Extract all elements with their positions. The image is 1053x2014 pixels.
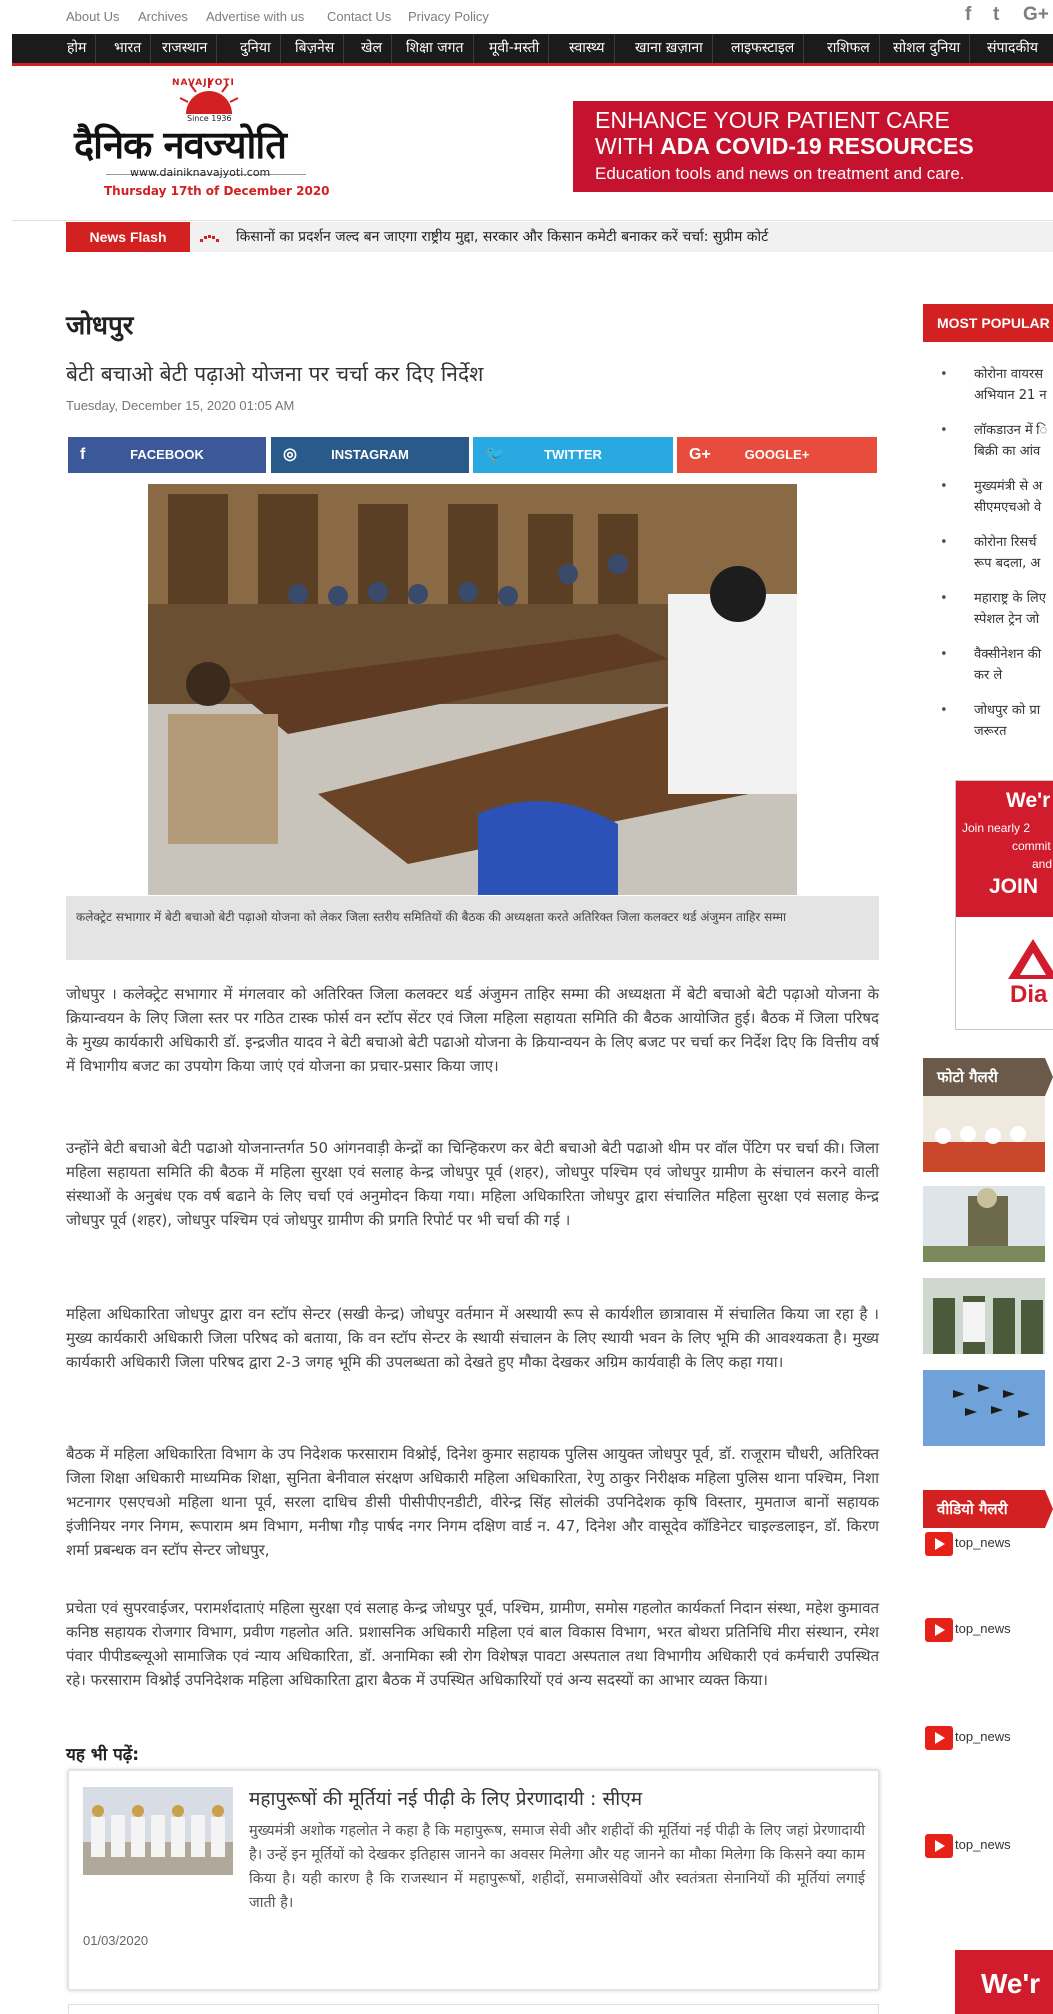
- article-date: Tuesday, December 15, 2020 01:05 AM: [66, 398, 295, 413]
- nav-item-business[interactable]: बिज़नेस: [286, 34, 344, 63]
- article-title: बेटी बचाओ बेटी पढ़ाओ योजना पर चर्चा कर दिए निर्देश: [66, 362, 484, 386]
- news-flash-headline[interactable]: किसानों का प्रदर्शन जल्द बन जाएगा राष्ट्रीय मुद्दा, सरकार और किसान कमेटी बनाकर करें चर्चा: सुप्रीम कोर्ट: [236, 229, 769, 245]
- top-links-bar: [66, 0, 1053, 34]
- popular-item[interactable]: • लॉकडाउन में ि बिक्री का आंव: [940, 423, 1048, 459]
- site-logo[interactable]: [66, 74, 346, 206]
- privacy-policy-link[interactable]: Privacy Policy: [408, 9, 489, 24]
- nav-item-lifestyle[interactable]: लाइफस्टाइल: [722, 34, 804, 63]
- ad-line-3: Education tools and news on treatment and care.: [595, 164, 965, 183]
- sidebar-ad-text: and: [1032, 857, 1053, 871]
- article-photo: [148, 484, 797, 895]
- popular-item[interactable]: • कोरोना रिसर्च रूप बदला, अ: [940, 535, 1041, 571]
- popular-item[interactable]: • जोधपुर को प्रा जरूरत: [940, 703, 1041, 739]
- photo-caption: कलेक्ट्रेट सभागार में बेटी बचाओ बेटी पढ़ाओ योजना को लेकर जिला स्तरीय समितियों की बैठक की अध्यक्षता करते अतिरिक्त जिला कलक्टर थर्ड अंजुमन ताहिर सम्मा: [66, 896, 879, 960]
- related-article-card[interactable]: [68, 1770, 879, 1990]
- ad-line-1: ENHANCE YOUR PATIENT CARE: [595, 107, 950, 133]
- nav-item-health[interactable]: स्वास्थ्य: [560, 34, 615, 63]
- nav-item-sports[interactable]: खेल: [352, 34, 392, 63]
- archives-link[interactable]: Archives: [138, 9, 188, 24]
- nav-item-movies[interactable]: मूवी-मस्ती: [480, 34, 549, 63]
- nav-item-horoscope[interactable]: राशिफल: [818, 34, 880, 63]
- nav-item-education[interactable]: शिक्षा जगत: [397, 34, 474, 63]
- article-paragraph: प्रचेता एवं सुपरवाईजर, परामर्शदाताएं महिला सुरक्षा एवं सलाह केन्द्र जोधपुर पूर्व, पश्चिम, ग्रामीण, समोस गहलोत कार्यकर्ता निदान संस्था, महेश कुमावत कनिष्ठ सहायक रोजगार विभाग, प्रवीण गहलोत अति. प्रशासनिक अधिकारी महिला एवं बाल विकास विभाग, भरत बोथरा प्रतिनिधि मीरा संस्थान, रमेश पंवार पीपीडब्ल्यूओ सामाजिक एवं न्याय अधिकारिता, डॉ. अनामिका स्त्री रोग विशेषज्ञ पावटा अस्पताल तथा विभागीय अधिकारी एवं कर्मचारी उपस्थित रहे। फरसाराम विश्नोई उपनिदेशक महिला अधिकारिता द्वारा बैठक में उपस्थित अधिकारियों एवं अन्य सदस्यों का आभार व्यक्त किया।: [66, 1599, 879, 1689]
- related-article-summary: मुख्यमंत्री अशोक गहलोत ने कहा है कि महापुरूष, समाज सेवी और शहीदों की मूर्तियां नई पीढ़ी के लिए जहां प्रेरणादायी है। उन्हें इन मूर्तियों को देखकर इतिहास जानने का अवसर मिलेगा और यह जानने का मौका मिलेगा कि किसने क्या काम किया है। यही कारण है कि राजस्थान में महापुरूषों, शहीदों, समाजसेवियों और स्वतंत्रता सेनानियों की मूर्तियां लगाई जाती है।: [249, 1823, 865, 1911]
- sidebar-ad-text: commit: [1012, 839, 1051, 853]
- contact-us-link[interactable]: Contact Us: [327, 9, 392, 24]
- also-read-heading: यह भी पढ़ें:: [66, 1745, 140, 1765]
- article-paragraph: बैठक में महिला अधिकारिता विभाग के उप निदेशक फरसाराम विश्नोई, दिनेश कुमार सहायक पुलिस आयुक्त जोधपुर पूर्व, डॉ. राजूराम चौधरी, अतिरिक्त जिला शिक्षा अधिकारी माध्यमिक शिक्षा, सुनिता बेनीवाल संरक्षण अधिकारी महिला अधिकारिता, रेणु ठाकुर निरीक्षक महिला पुलिस थाना पश्चिम, निशा भटनागर एसएचओ महिला थाना पूर्व, सरला दाधिच डीसी पीसीपीएनडीटी, वीरेन्द्र सिंह सोलंकी उपनिदेशक कृषि विस्तार, मुमताज बानों सहायक इंजीनियर नगर निगम, रूपाराम श्रम विभाग, मनीषा गौड़ पार्षद नगर निगम दक्षिण वार्ड न. 47, दिनेश और वासूदेव कॉडिनेटर चाइल्डलाइन, डॉ. किरण शर्मा प्रबन्धक वन स्टॉप सेन्टर जोधपुर,: [66, 1445, 879, 1559]
- main-nav: [12, 34, 1053, 66]
- video-item[interactable]: top_news: [925, 1618, 1053, 1642]
- video-item[interactable]: top_news: [925, 1532, 1053, 1556]
- instagram-icon: ◎: [283, 446, 297, 463]
- logo-name: दैनिक नवज्योति: [74, 123, 286, 167]
- popular-item[interactable]: • वैक्सीनेशन की कर ले: [940, 647, 1042, 683]
- popular-item[interactable]: • मुख्यमंत्री से अ सीएमएचओ वे: [940, 479, 1043, 515]
- meeting-room-photo: [148, 484, 797, 895]
- top-social-icons: [957, 4, 1053, 28]
- current-date: Thursday 17th of December 2020: [104, 184, 330, 198]
- video-item[interactable]: top_news: [925, 1726, 1053, 1750]
- video-gallery-heading: वीडियो गैलरी: [923, 1490, 1053, 1528]
- nav-item-food[interactable]: खाना ख़ज़ाना: [626, 34, 713, 63]
- article-paragraph: जोधपुर । कलेक्ट्रेट सभागार में मंगलवार को अतिरिक्त जिला कलक्टर थर्ड अंजुमन ताहिर सम्मा की अध्यक्षता में बेटी बचाओ बेटी पढ़ाओ योजना के क्रियान्वयन के लिए जिला स्तर पर गठित टास्क फोर्स वन स्टॉप सेंटर एवं जिला महिला सहायता समिति की बैठक आयोजित हुई। बैठक में जिला परिषद के मुख्य कार्यकारी अधिकारी डॉ. इन्द्रजीत यादव ने बेटी बचाओ बेटी पढाओ योजना के क्रियान्वयन के लिए बजट पर चर्चा कर निर्देश दिए कि वित्तीय वर्ष में विभागीय बजट का उपयोग किया जाएं एवं योजना का प्रचार-प्रसार किया जाए।: [66, 985, 879, 1075]
- google-plus-icon: G+: [689, 446, 711, 463]
- logo-url: www.dainiknavajyoti.com: [130, 166, 271, 179]
- gallery-thumbnail[interactable]: [923, 1096, 1045, 1172]
- facebook-icon: f: [80, 446, 86, 463]
- gallery-thumbnail[interactable]: [923, 1370, 1045, 1446]
- triangle-logo-icon: [1008, 939, 1053, 979]
- loading-spinner-icon: [200, 230, 220, 244]
- play-icon: [925, 1726, 953, 1750]
- facebook-icon[interactable]: f: [965, 4, 972, 25]
- related-article-title[interactable]: महापुरूषों की मूर्तियां नई पीढ़ी के लिए प्रेरणादायी : सीएम: [249, 1788, 643, 1810]
- sidebar-ad-bottom[interactable]: We'r: [955, 1950, 1053, 2014]
- logo-since: Since 1936: [187, 114, 232, 123]
- share-facebook-button[interactable]: f FACEBOOK: [68, 437, 266, 473]
- advertise-link[interactable]: Advertise with us: [206, 9, 305, 24]
- header-divider: [12, 220, 1053, 221]
- share-google-plus-button[interactable]: G+ GOOGLE+: [677, 437, 877, 473]
- google-plus-icon[interactable]: G+: [1023, 4, 1049, 25]
- sidebar-ad-text: Join nearly 2: [962, 821, 1031, 835]
- play-icon: [925, 1834, 953, 1858]
- gallery-thumbnail[interactable]: [923, 1278, 1045, 1354]
- nav-item-world[interactable]: दुनिया: [231, 34, 281, 63]
- twitter-icon: 🐦: [485, 446, 505, 463]
- news-flash-label: News Flash: [66, 222, 190, 252]
- article-paragraph: उन्होंने बेटी बचाओ बेटी पढाओ योजनान्तर्गत 50 आंगनवाड़ी केन्द्रों का चिन्हिकरण कर बेटी बचाओ बेटी पढाओ थीम पर वॉल पेंटिग पर चर्चा की। जिला महिला सहायता समिति की बैठक में महिला सुरक्षा एवं सलाह केन्द्र जोधपुर पूर्व (शहर), जोधपुर पश्चिम एवं जोधपुर ग्रामीण के संचालन करने वाली संस्थाओं के अनुबंध एक वर्ष बढाने के लिए चर्चा एवं अनुमोदन किया गया। महिला अधिकारिता जोधपुर द्वारा संचालित महिला सुरक्षा एवं सलाह केन्द्र जोधपुर पूर्व (शहर), जोधपुर पश्चिम एवं जोधपुर ग्रामीण की प्रगति रिपोर्ट पर भी चर्चा की गई ।: [66, 1139, 879, 1229]
- most-popular-heading: MOST POPULAR: [923, 304, 1053, 342]
- ad-line-2: WITH ADA COVID-19 RESOURCES: [595, 133, 974, 159]
- sidebar-ad[interactable]: [955, 780, 1053, 1030]
- nav-item-rajasthan[interactable]: राजस्थान: [153, 34, 217, 63]
- share-twitter-button[interactable]: 🐦 TWITTER: [473, 437, 673, 473]
- sidebar-ad-join: JOIN: [989, 875, 1039, 898]
- photo-gallery-heading: फोटो गैलरी: [923, 1058, 1053, 1096]
- gallery-thumbnail[interactable]: [923, 1186, 1045, 1262]
- twitter-icon[interactable]: t: [993, 4, 1000, 25]
- article-paragraph: महिला अधिकारिता जोधपुर द्वारा वन स्टॉप सेन्टर (सखी केन्द्र) जोधपुर वर्तमान में अस्थायी रूप से कार्यशील छात्रावास में संचालित किया जा रहा है । मुख्य कार्यकारी अधिकारी जिला परिषद को बताया, कि वन स्टॉप सेन्टर के स्थायी संचालन के लिए स्थायी भवन के लिए भूमि की आवश्यकता है। मुख्य कार्यकारी अधिकारी जिला परिषद द्वारा 2-3 जगह भूमि की उपलब्धता को देखते हुए मौका देखकर अग्रिम कार्यवाही के लिए कहा गया।: [66, 1305, 879, 1371]
- news-flash-bar: [66, 222, 1053, 252]
- popular-item[interactable]: • कोरोना वायरस अभियान 21 न: [940, 367, 1047, 403]
- nav-item-editorial[interactable]: संपादकीय: [987, 40, 1038, 56]
- video-item[interactable]: top_news: [925, 1834, 1053, 1858]
- next-related-card: [68, 2004, 879, 2014]
- popular-item[interactable]: • महाराष्ट्र के लिए स्पेशल ट्रेन जो: [940, 591, 1046, 627]
- nav-item-india[interactable]: भारत: [105, 34, 151, 63]
- about-us-link[interactable]: About Us: [66, 9, 120, 24]
- sidebar-ad-heading: We'r: [1006, 789, 1051, 812]
- related-article-thumbnail: [83, 1787, 233, 1875]
- section-title: जोधपुर: [66, 311, 134, 341]
- share-instagram-button[interactable]: ◎ INSTAGRAM: [271, 437, 469, 473]
- play-icon: [925, 1532, 953, 1556]
- related-article-date: 01/03/2020: [83, 1933, 149, 1948]
- play-icon: [925, 1618, 953, 1642]
- ada-ad-banner[interactable]: [573, 101, 1053, 192]
- nav-item-social[interactable]: सोशल दुनिया: [884, 34, 970, 63]
- nav-item-home[interactable]: होम: [58, 34, 96, 63]
- sidebar-ad-brand: Dia: [1010, 981, 1048, 1008]
- logo-brand-text: NAVAJYOTI: [172, 78, 235, 88]
